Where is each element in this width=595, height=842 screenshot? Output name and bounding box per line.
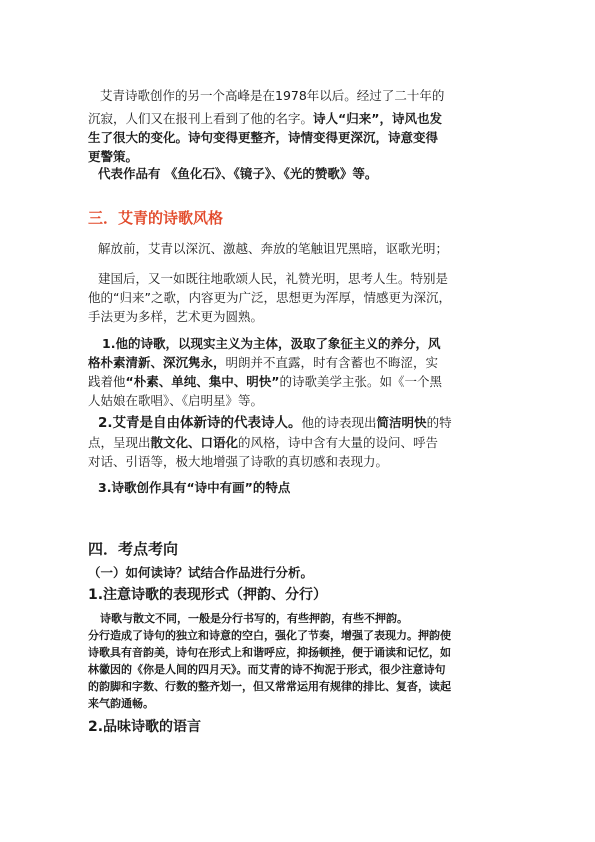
text-line: 诗歌具有音韵美，诗句在形式上和谐呼应，抑扬顿挫，便于诵读和记忆，如 bbox=[88, 646, 451, 659]
text-line bbox=[88, 372, 518, 391]
text-span: 的诗歌美学主张。如《一个黑 bbox=[279, 374, 442, 389]
text-line: 对话、引语等，极大地增强了诗歌的真切感和表现力。 bbox=[88, 454, 389, 469]
style-point-1 bbox=[88, 334, 518, 410]
bold-span: 格朴素清新、深沉隽永， bbox=[88, 355, 226, 370]
text-line bbox=[88, 433, 518, 452]
text-line bbox=[88, 413, 518, 433]
works-suffix: 等。 bbox=[352, 166, 378, 181]
text-span: 践着他 bbox=[88, 374, 126, 389]
text-span: 他的诗表现出 bbox=[301, 415, 377, 430]
paragraph-form-explanation bbox=[88, 610, 518, 712]
text-span: 沉寂，人们又在报刊上看到了他的名字。 bbox=[88, 111, 314, 126]
text-line: 分行造成了诗句的独立和诗意的空白，强化了节奏，增强了表现力。押韵使 bbox=[88, 629, 451, 642]
text-line: 来气韵通畅。 bbox=[88, 697, 154, 710]
text-span: 明朗并不直露，时有含蓄也不晦涩，实 bbox=[225, 355, 439, 370]
representative-works bbox=[88, 164, 528, 183]
text-line: 的韵脚和字数、行数的整齐划一，但又常常运用有规律的排比、复沓，读起 bbox=[88, 680, 451, 693]
text-line bbox=[88, 109, 518, 128]
text-line: 更警策。 bbox=[88, 149, 139, 164]
text-line: 诗歌与散文不同，一般是分行书写的，有些押韵，有些不押韵。 bbox=[100, 612, 408, 625]
text-line: 手法更为多样，艺术更为圆熟。 bbox=[88, 309, 264, 324]
text-line: 建国后，又一如既往地歌颂人民，礼赞光明，思考人生。特别是 bbox=[98, 271, 449, 286]
style-point-3: 3.诗歌创作具有“诗中有画”的特点 bbox=[98, 480, 291, 495]
question-heading-language: 2.品味诗歌的语言 bbox=[88, 719, 202, 735]
text-line: 林徽因的《你是人间的四月天》。而艾青的诗不拘泥于形式，很少注意诗句 bbox=[88, 663, 446, 676]
paragraph-before-liberation: 解放前，艾青以深沉、激越、奔放的笔触诅咒黑暗，讴歌光明； bbox=[98, 241, 449, 256]
bold-span: 2.艾青是自由体新诗的代表诗人。 bbox=[98, 415, 302, 431]
bold-span: 简洁明快 bbox=[376, 415, 427, 430]
paragraph-later-peak bbox=[88, 86, 518, 166]
text-span: 的风格，诗中含有大量的设问、呼告 bbox=[238, 435, 439, 450]
text-line: 他的“归来”之歌，内容更为广泛，思想更为浑厚，情感更为深沉， bbox=[88, 290, 451, 305]
text-span: 点，呈现出 bbox=[88, 435, 151, 450]
style-point-2 bbox=[88, 413, 518, 471]
question-heading-form: 1.注意诗歌的表现形式（押韵、分行） bbox=[88, 587, 328, 603]
text-line: 1.他的诗歌，以现实主义为主体，汲取了象征主义的养分，风 bbox=[102, 336, 441, 351]
bold-span: 散文化、口语化 bbox=[150, 435, 239, 450]
text-line: 艾青诗歌创作的另一个高峰是在1978年以后。经过了二十年的 bbox=[100, 88, 445, 103]
text-line: 生了很大的变化。诗句变得更整齐，诗情变得更深沉，诗意变得 bbox=[88, 130, 439, 145]
section-heading-exam: 四．考点考向 bbox=[88, 540, 179, 558]
bold-span: 诗人“归来”，诗风也发 bbox=[313, 111, 442, 126]
text-span: 的特 bbox=[426, 415, 452, 430]
text-line: 人姑娘在歌唱》、《启明星》等。 bbox=[88, 393, 264, 408]
paragraph-after-founding bbox=[88, 269, 518, 326]
works-titles: 《鱼化石》、《镜子》、《光的赞歌》 bbox=[164, 166, 353, 181]
subsection-heading-how-to-read: （一）如何读诗？试结合作品进行分析。 bbox=[88, 565, 314, 580]
text-line bbox=[88, 353, 518, 372]
works-prefix: 代表作品有 bbox=[98, 166, 165, 181]
bold-span: “朴素、单纯、集中、明快” bbox=[125, 374, 280, 389]
section-heading-style: 三．艾青的诗歌风格 bbox=[88, 209, 224, 227]
